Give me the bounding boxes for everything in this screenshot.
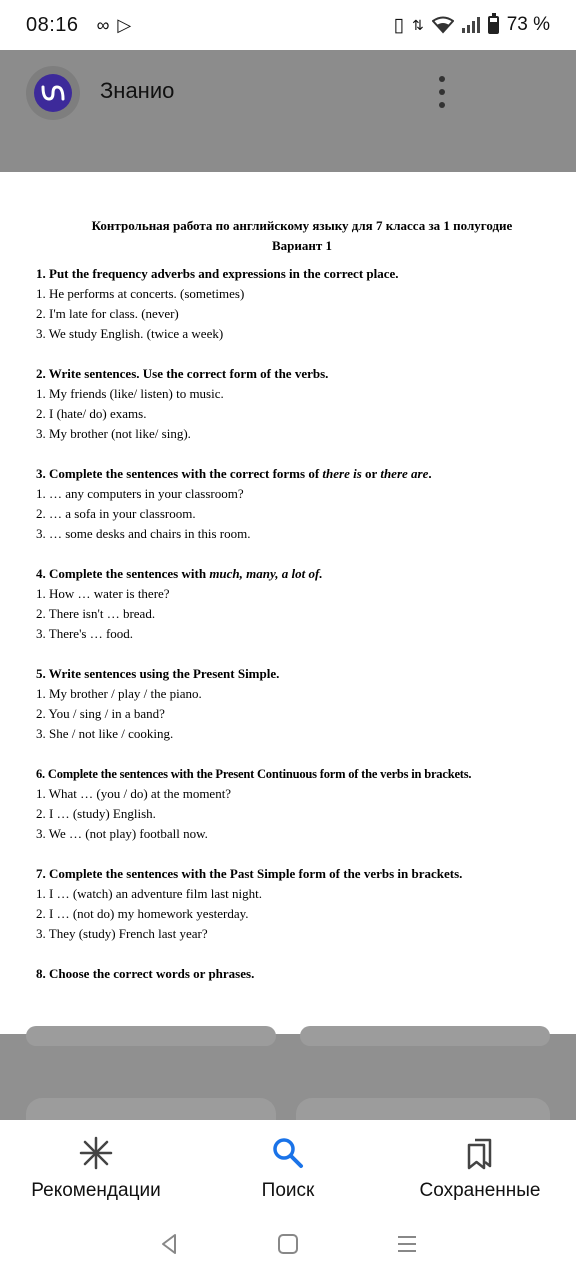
task-item: 2. I … (study) English. [36,806,156,821]
nav-label: Рекомендации [31,1180,161,1201]
task-heading: 5. Write sentences using the Present Simple. [36,666,280,681]
task-heading: 8. Choose the correct words or phrases. [36,966,255,981]
task-heading: 6. Complete the sentences with the Present Continuous form of the verbs in brackets. [36,767,472,781]
recents-icon[interactable] [395,1232,419,1256]
search-icon [271,1136,305,1170]
task-2 [36,364,554,444]
app-bar [0,50,576,172]
task-heading: 3. Complete the sentences with the correct forms of there is or there are. [36,466,432,481]
task-item: 2. … a sofa in your classroom. [36,506,196,521]
task-3 [36,464,554,544]
nav-recommendations[interactable] [0,1120,192,1208]
notification-icons [97,15,132,36]
task-item: 1. My brother / play / the piano. [36,686,202,701]
task-item: 1. I … (watch) an adventure film last night. [36,886,262,901]
task-heading: 1. Put the frequency adverbs and expressions in the correct place. [36,266,399,281]
task-4 [36,564,554,644]
infinity-icon: ∞ [96,14,110,35]
nav-search[interactable] [192,1120,384,1208]
nav-label: Сохраненные [419,1180,541,1201]
feed-card[interactable] [300,1026,550,1046]
app-title: Знанио [100,78,175,103]
task-heading: 7. Complete the sentences with the Past Simple form of the verbs in brackets. [36,866,463,881]
task-item: 3. There's … food. [36,626,134,641]
clock: 08:16 [26,13,79,36]
task-1 [36,264,554,344]
task-8 [36,964,554,984]
task-item: 2. I … (not do) my homework yesterday. [36,906,249,921]
task-item: 1. … any computers in your classroom? [36,486,244,501]
nav-saved[interactable] [384,1120,576,1208]
task-item: 3. We study English. (twice a week) [36,326,224,341]
task-item: 2. I (hate/ do) exams. [36,406,147,421]
task-item: 3. My brother (not like/ sing). [36,426,191,441]
document-page[interactable] [0,172,576,1034]
more-menu-icon[interactable] [432,76,452,108]
vibrate-icon: ▯ [393,14,404,36]
dimmed-feed [0,1034,576,1120]
znanio-logo-icon [34,74,72,112]
wifi-icon [432,16,454,34]
task-5 [36,664,554,744]
task-item: 2. You / sing / in a band? [36,706,165,721]
task-item: 2. There isn't … bread. [36,606,156,621]
task-heading: 4. Complete the sentences with much, many, a lot of. [36,566,323,581]
feed-card[interactable] [26,1026,276,1046]
battery-icon [488,16,499,34]
data-arrows-icon: ⇅ [411,16,424,33]
bookmarks-icon [463,1136,497,1170]
bottom-navigation [0,1120,576,1208]
status-bar [0,0,576,50]
play-store-icon: ▷ [117,14,132,35]
task-item: 1. My friends (like/ listen) to music. [36,386,224,401]
asterisk-icon [79,1136,113,1170]
task-7 [36,864,554,944]
task-item: 1. He performs at concerts. (sometimes) [36,286,245,301]
task-item: 3. She / not like / cooking. [36,726,174,741]
nav-label: Поиск [261,1180,315,1201]
battery-level: 73 % [506,14,550,35]
task-item: 3. We … (not play) football now. [36,826,208,841]
task-item: 3. They (study) French last year? [36,926,208,941]
task-item: 3. … some desks and chairs in this room. [36,526,251,541]
task-6 [36,764,554,844]
system-indicators [393,14,550,37]
document-title: Контрольная работа по английскому языку для 7 класса за 1 полугодие [91,218,513,233]
system-navigation [0,1208,576,1280]
task-heading: 2. Write sentences. Use the correct form of the verbs. [36,366,329,381]
task-item: 1. How … water is there? [36,586,170,601]
home-icon[interactable] [276,1232,300,1256]
task-item: 1. What … (you / do) at the moment? [36,786,232,801]
document-variant: Вариант 1 [271,238,333,253]
back-icon[interactable] [157,1232,181,1256]
signal-icon [462,17,480,33]
task-item: 2. I'm late for class. (never) [36,306,179,321]
app-logo[interactable] [26,66,80,120]
